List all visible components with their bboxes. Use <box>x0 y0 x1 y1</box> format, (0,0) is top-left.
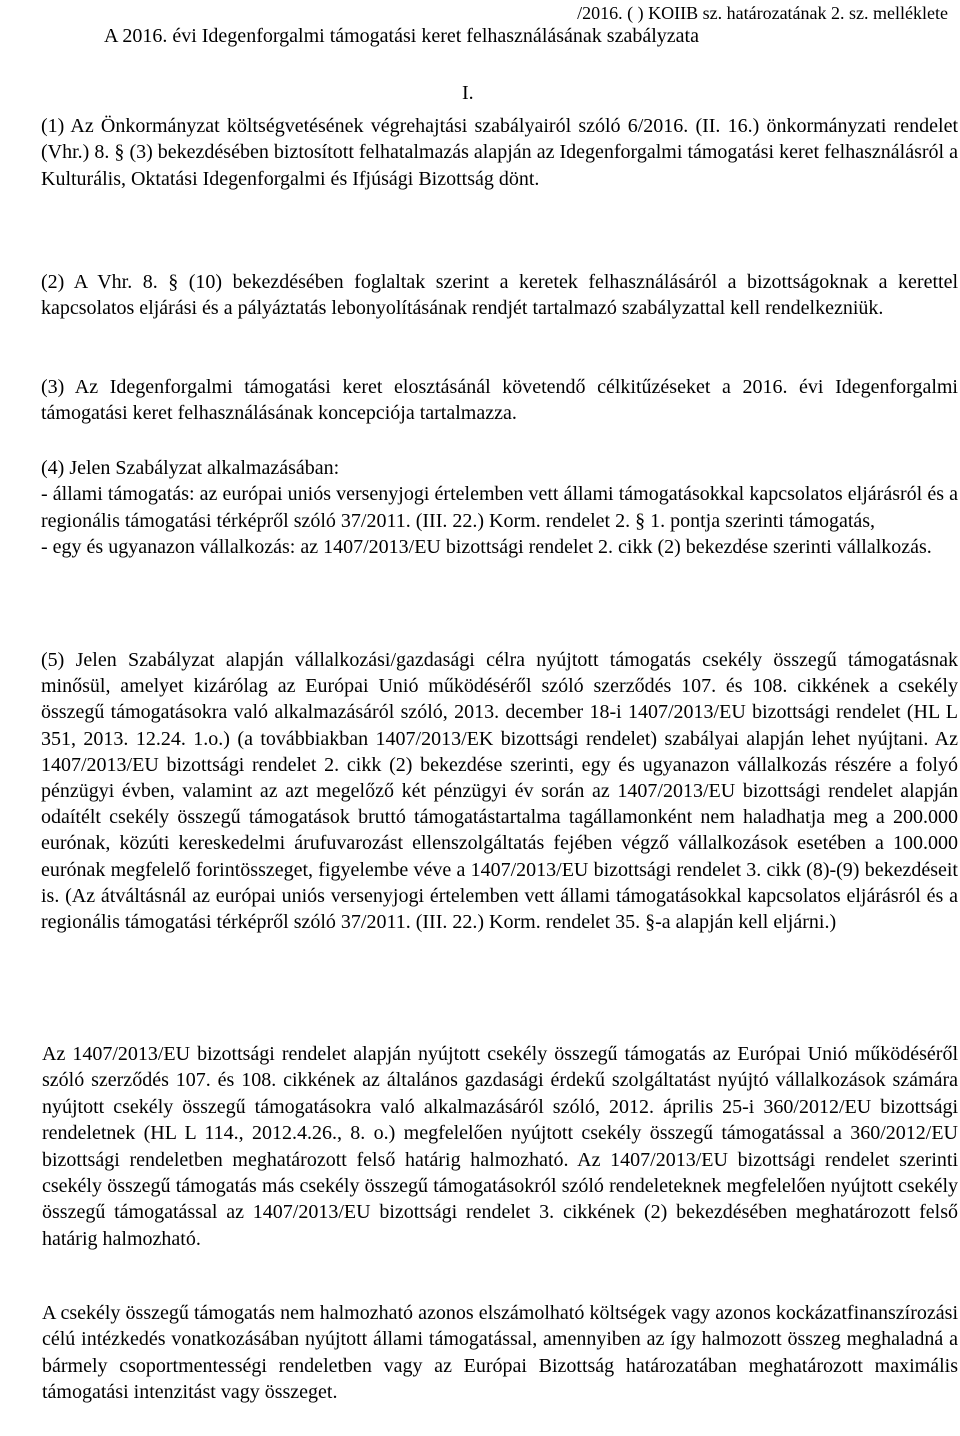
paragraph-4 <box>41 455 958 561</box>
definition-single-undertaking: - egy és ugyanazon vállalkozás: az 1407/2013/EU bizottsági rendelet 2. cikk (2) bekezdése szerinti vállalkozás. <box>41 536 932 559</box>
annex-reference: /2016. ( ) KOIIB sz. határozatának 2. sz. melléklete <box>577 3 948 23</box>
paragraph-1: (1) Az Önkormányzat költségvetésének végrehajtási szabályairól szóló 6/2016. (II. 16.) önkormányzati rendelet (Vhr.) 8. § (3) bekezdésében biztosított felhatalmazás alapján az Idegenforgalmi támogatási keret felhasználásról a Kulturális, Oktatási Idegenforgalmi és Ifjúsági Bizottság dönt. <box>41 115 958 190</box>
paragraph-4-intro: (4) Jelen Szabályzat alkalmazásában: <box>41 457 340 479</box>
paragraph-3: (3) Az Idegenforgalmi támogatási keret elosztásánál követendő célkitűzéseket a 2016. évi Idegenforgalmi támogatási keret felhasználásának koncepciója tartalmazza. <box>41 376 958 425</box>
boxed-non-cumulation-text: A csekély összegű támogatás nem halmozható azonos elszámolható költségek vagy azonos kockázatfinanszírozási célú intézkedés vonatkozásában nyújtott állami támogatással, amennyiben az így halmozott összeg meghaladná a bármely csoportmentességi rendeletben vagy az Európai Bizottság határozatában meghatározott maximális támogatási intenzitást vagy összeget. <box>42 1302 958 1404</box>
paragraph-2: (2) A Vhr. 8. § (10) bekezdésében foglaltak szerint a keretek felhasználásáról a bizottságoknak a kerettel kapcsolatos eljárási és a pályáztatás lebonyolításának rendjét tartalmazó szabályzattal kell rendelkezniük. <box>41 271 958 320</box>
boxed-cumulation-text: Az 1407/2013/EU bizottsági rendelet alapján nyújtott csekély összegű támogatás az Európai Unió működéséről szóló szerződés 107. és 108. cikkének az általános gazdasági érdekű szolgáltatást nyújtó vállalkozások számára nyújtott csekély összegű támogatásokra való alkalmazásáról szóló, 2012. április 25-i 360/2012/EU bizottsági rendeletnek (HL L 114., 2012.4.26., 8. o.) megfelelően nyújtott csekély összegű támogatással a 360/2012/EU bizottsági rendeletben meghatározott felső határig halmozható. Az 1407/2013/EU bizottsági rendelet szerinti csekély összegű támogatás más csekély összegű támogatásokról szóló rendeleteknek megfelelően nyújtott csekély összegű támogatással az 1407/2013/EU bizottsági rendelet 3. cikkének (2) bekezdésében meghatározott felső határig halmozható. <box>42 1043 958 1250</box>
definition-state-aid: - állami támogatás: az európai uniós versenyjogi értelemben vett állami támogatásokkal kapcsolatos eljárásról és a regionális támogatási térképről szóló 37/2011. (III. 22.) Korm. rendelet 2. § 1. pontja szerinti támogatás, <box>41 483 958 532</box>
section-number: I. <box>462 82 474 104</box>
document-title: A 2016. évi Idegenforgalmi támogatási keret felhasználásának szabályzata <box>104 25 699 47</box>
paragraph-5: (5) Jelen Szabályzat alapján vállalkozási/gazdasági célra nyújtott támogatás csekély összegű támogatásnak minősül, amelyet kizárólag az Európai Unió működéséről szóló szerződés 107. és 108. cikkének a csekély összegű támogatásokra való alkalmazásáról szóló, 2013. december 18-i 1407/2013/EU bizottsági rendelet (HL L 351, 2013. 12.24. 1.o.) (a továbbiakban 1407/2013/EK bizottsági rendelet) szabályai alapján lehet nyújtani. Az 1407/2013/EU bizottsági rendelet 2. cikk (2) bekezdése szerinti, egy és ugyanazon vállalkozás részére a folyó pénzügyi évben, valamint az azt megelőző két pénzügyi év során az 1407/2013/EU bizottsági rendelet alapján odaítélt csekély összegű támogatások bruttó támogatástartalma tagállamonként nem haladhatja meg a 200.000 eurónak, közúti kereskedelmi árufuvarozást ellenszolgáltatás fejében végző vállalkozások esetében a 100.000 eurónak megfelelő forintösszeget, figyelembe véve a 1407/2013/EU bizottsági rendelet 3. cikk (8)-(9) bekezdéseit is. (Az átváltásnál az európai uniós versenyjogi értelemben vett állami támogatásokkal kapcsolatos eljárásról és a regionális támogatási térképről szóló 37/2011. (III. 22.) Korm. rendelet 35. §-a alapján kell eljárni.) <box>41 649 958 934</box>
